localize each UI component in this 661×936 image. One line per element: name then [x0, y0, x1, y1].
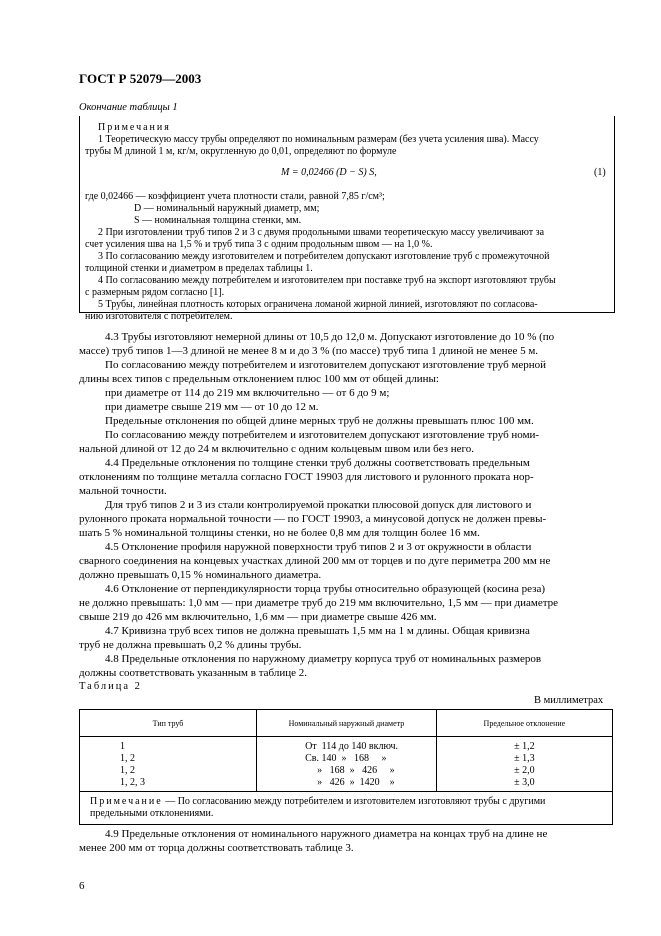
- table-cell-diameter: » 168 » 426 »: [317, 765, 395, 776]
- table-cell-diameter: Св. 140 » 168 »: [305, 753, 387, 764]
- header-pipe-type: Тип труб: [80, 710, 257, 737]
- note2-line2: счет усиления шва на 1,5 % и труб типа 3 с одним продольным швом — на 1,0 %.: [85, 239, 433, 250]
- para-4-3-line3: По согласованию между потребителем и изготовителем допускают изготовление труб мерной: [105, 359, 547, 371]
- where-line1: где 0,02466 — коэффициент учета плотности стали, равной 7,85 г/см³;: [85, 191, 385, 202]
- para-4-6-line1: 4.6 Отклонение от перпендикулярности торца трубы относительно образующей (косина реза): [105, 583, 546, 595]
- table2-note-row: [80, 792, 613, 825]
- para-4-6-line3: свыше 219 до 426 мм включительно, 1,6 мм — при диаметре свыше 426 мм.: [79, 611, 437, 623]
- para-4-3-line8: По согласованию между потребителем и изготовителем допускают изготовление труб номи-: [105, 429, 540, 441]
- para-4-3-line5: при диаметре от 114 до 219 мм включительно — от 6 до 9 м;: [105, 387, 390, 399]
- notes-title: Примечания: [98, 122, 171, 133]
- table-cell-diameter: От 114 до 140 включ.: [305, 741, 399, 752]
- document-header: ГОСТ Р 52079—2003: [79, 71, 202, 86]
- table2-unit: В миллиметрах: [534, 695, 604, 706]
- table-cell-type: 1, 2: [120, 753, 135, 764]
- where-line3: S — номинальная толщина стенки, мм.: [134, 215, 302, 226]
- type-column: [80, 737, 257, 792]
- para-4-5-line1: 4.5 Отклонение профиля наружной поверхности труб типов 2 и 3 от окружности в области: [105, 541, 532, 553]
- table2-data-rows: [80, 737, 613, 792]
- para-4-9-line2: менее 200 мм от торца должны соответствовать таблице 3.: [79, 842, 354, 854]
- para-4-3-line7: Предельные отклонения по общей длине мерных труб не должны превышать плюс 100 мм.: [105, 415, 534, 427]
- para-4-3-line4: длины всех типов с предельным отклонением плюс 100 мм от общей длины:: [79, 373, 439, 385]
- table-cell-type: 1, 2: [120, 765, 135, 776]
- table2: [79, 709, 613, 825]
- table-cell-type: 1, 2, 3: [120, 777, 145, 788]
- para-4-3-line9: нальной длиной от 12 до 24 м включительно с одним кольцевым швом или без него.: [79, 443, 474, 455]
- note4-line2: с размерным рядом согласно [1].: [85, 287, 225, 298]
- table-cell-deviation: ± 2,0: [514, 765, 535, 776]
- where-line2: D — номинальный наружный диаметр, мм;: [134, 203, 320, 214]
- para-4-9-line1: 4.9 Предельные отклонения от номинального наружного диаметра на концах труб на длине не: [105, 828, 548, 840]
- table-cell-deviation: ± 1,3: [514, 753, 535, 764]
- para-4-5-line3: должно превышать 0,15 % номинального диаметра.: [79, 569, 322, 581]
- table-cell-deviation: ± 1,2: [514, 741, 535, 752]
- table-cell-diameter: » 426 » 1420 »: [317, 777, 395, 788]
- para-4-7-line1: 4.7 Кривизна труб всех типов не должна превышать 1,5 мм на 1 м длины. Общая кривизна: [105, 625, 530, 637]
- para-4-4-line1: 4.4 Предельные отклонения по толщине стенки труб должны соответствовать предельным: [105, 457, 530, 469]
- table2-note-text: — По согласованию между потребителем и изготовителем изготовляют трубы с другими: [162, 796, 546, 807]
- note5-line1: 5 Трубы, линейная плотность которых ограничена ломаной жирной линией, изготовляют по согласова-: [98, 299, 538, 310]
- deviation-column: [436, 737, 612, 792]
- table2-note-label: Примечание: [90, 796, 163, 807]
- formula-number: (1): [594, 167, 606, 178]
- header-deviation: Предельное отклонение: [436, 710, 612, 737]
- para-4-4-line5: рулонного проката нормальной точности — по ГОСТ 19903, а минусовой допуск не должен превы-: [79, 513, 547, 525]
- table2-note-text2: предельными отклонениями.: [90, 808, 214, 819]
- header-nominal-diameter: Номинальный наружный диаметр: [257, 710, 437, 737]
- table1-notes-box: [79, 116, 615, 322]
- para-4-3-line1: 4.3 Трубы изготовляют немерной длины от 10,5 до 12,0 м. Допускают изготовление до 10 % (по: [105, 331, 555, 343]
- note2-line1: 2 При изготовлении труб типов 2 и 3 с двумя продольными швами теоретическую массу увеличивают за: [98, 227, 545, 238]
- para-4-8-line2: должны соответствовать указанным в таблице 2.: [79, 667, 307, 679]
- para-4-7-line2: труб не должна превышать 0,2 % длины трубы.: [79, 639, 302, 651]
- note4-line1: 4 По согласованию между потребителем и изготовителем при поставке труб на экспорт изготовляют трубы: [98, 275, 556, 286]
- table2-note: [80, 792, 613, 825]
- table1-continuation-caption: Окончание таблицы 1: [79, 102, 178, 113]
- page-number: 6: [79, 880, 85, 892]
- para-4-4-line4: Для труб типов 2 и 3 из стали контролируемой прокатки плюсовой допуск для листового и: [105, 499, 532, 511]
- table-cell-deviation: ± 3,0: [514, 777, 535, 788]
- note3-line2: толщиной стенки и диаметром в пределах таблицы 1.: [85, 263, 313, 274]
- table2-caption: Таблица 2: [79, 681, 142, 692]
- para-4-5-line2: сварного соединения на концевых участках длиной 200 мм от торцев и по дуге периметра 200 мм не: [79, 555, 551, 567]
- para-4-6-line2: не должно превышать: 1,0 мм — при диаметре труб до 219 мм включительно, 1,5 мм — при диаметре: [79, 597, 559, 609]
- note5-line2: нию изготовителя с потребителем.: [85, 311, 233, 322]
- para-4-3-line2: массе) труб типов 1—3 длиной не менее 8 м и до 3 % (по массе) труб типа 1 длиной не менее 5 м.: [79, 345, 539, 357]
- para-4-3-line6: при диаметре свыше 219 мм — от 10 до 12 м.: [105, 401, 319, 413]
- diameter-column: [257, 737, 437, 792]
- table2-header-row: [80, 710, 613, 737]
- table-cell-type: 1: [120, 741, 125, 752]
- note3-line1: 3 По согласованию между изготовителем и потребителем допускают изготовление труб с промежуточной: [98, 251, 550, 262]
- note1-line2: трубы M длиной 1 м, кг/м, округленную до 0,01, определяют по формуле: [85, 146, 397, 157]
- para-4-4-line6: шать 5 % номинальной толщины стенки, но не более 0,8 мм для толщин более 16 мм.: [79, 527, 480, 539]
- mass-formula: M = 0,02466 (D − S) S,: [281, 167, 377, 178]
- note1-line1: 1 Теоретическую массу трубы определяют по номинальным размерам (без учета усиления шва). Массу: [98, 134, 539, 145]
- para-4-4-line3: мальной точности.: [79, 485, 167, 497]
- para-4-8-line1: 4.8 Предельные отклонения по наружному диаметру корпуса труб от номинальных размеров: [105, 653, 542, 665]
- para-4-4-line2: отклонениям по толщине металла согласно ГОСТ 19903 для листового и рулонного проката нор-: [79, 471, 534, 483]
